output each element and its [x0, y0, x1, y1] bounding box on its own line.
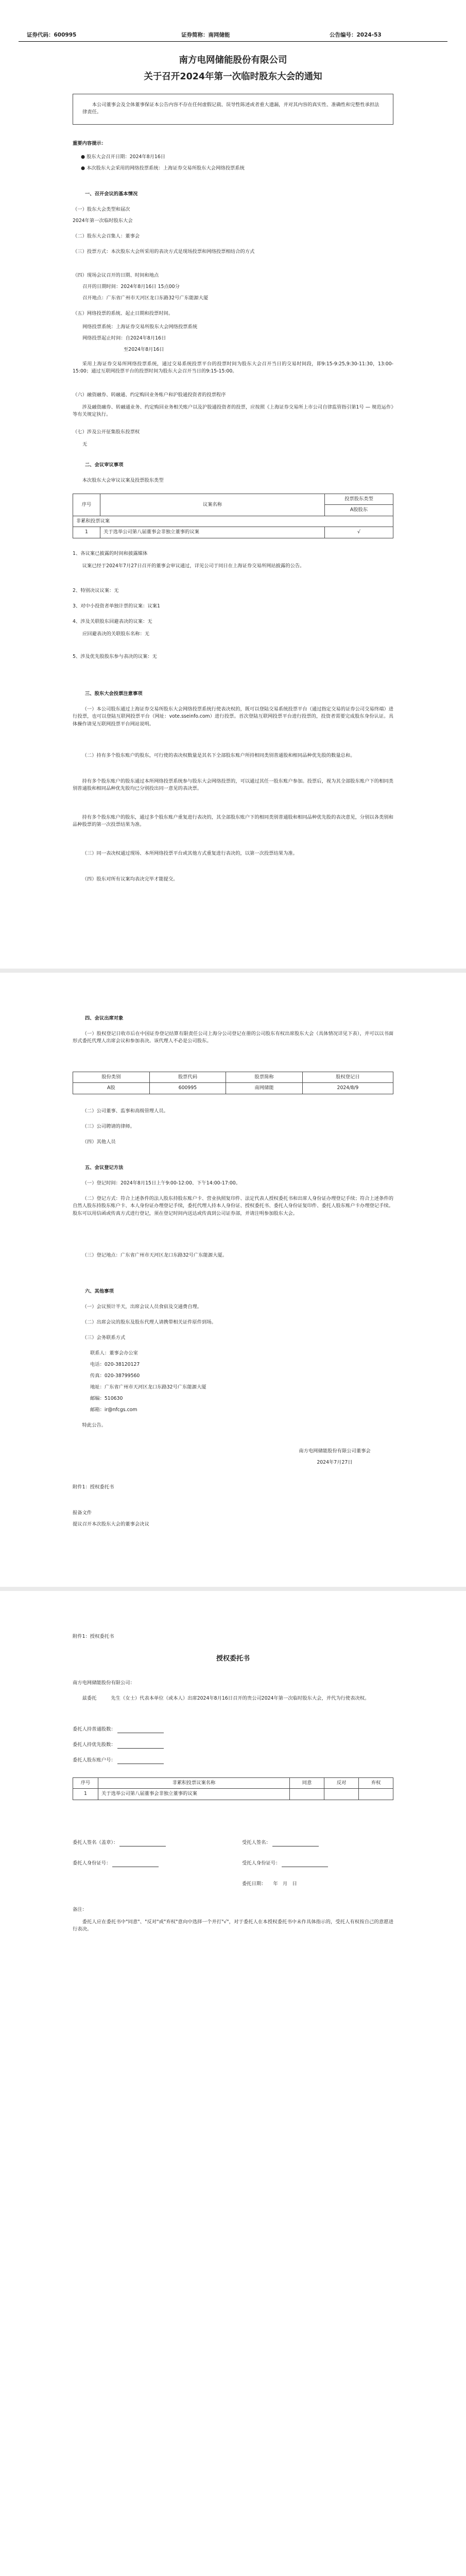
important-heading: 重要内容提示： — [73, 141, 107, 146]
field-label: 委托人身份证号： — [73, 1860, 111, 1866]
meeting-type-value: 2024年第一次临时股东大会 — [73, 218, 133, 224]
proxy-field-preferred — [73, 1741, 393, 1749]
preferred-vote: 5、涉及优先股股东参与表决的议案：无 — [73, 654, 157, 659]
stock-short-name: 证券简称：南网储能 — [181, 32, 230, 38]
section-1-heading: 一、召开会议的基本情况 — [85, 191, 138, 197]
margin-desc: 涉及融资融券、转融通业务、约定购回业务相关账户以及沪股通投资者的投票，应按照《上海证券交易所上市公司自律监管指引第1号 — 规范运作》等有关规定执行。 — [73, 404, 393, 418]
announcement-number: 公告编号：2024-53 — [330, 32, 382, 38]
meeting-datetime: 召开的日期时间：2024年8月16日 15点00分 — [82, 284, 180, 290]
related-avoid: 4、涉及关联股东回避表决的议案：无 — [73, 619, 152, 624]
cell-against[interactable] — [324, 1789, 359, 1800]
other-3: （三）会务联系方式 — [82, 1335, 126, 1341]
cell-no: 1 — [73, 1789, 98, 1800]
vote-note-1: （一）本公司股东通过上海证券交易所股东大会网络投票系统行使表决权的，既可以登陆交易系统投票平台（通过指定交易的证券公司交易终端）进行投票，也可以登陆互联网投票平台（网址：vote.sseinfo.com）进行投票。首次登陆互联网投票平台进行投票的，投资者需要完成股东身份认证。具体操作请见互联网投票平台网站说明。 — [73, 706, 393, 727]
th-no: 序号 — [73, 494, 100, 516]
proxy-recipient: 南方电网储能股份有限公司： — [73, 1680, 135, 1686]
announcement-title: 关于召开2024年第一次临时股东大会的通知 — [144, 72, 322, 82]
special-resolution: 2、特别决议议案：无 — [73, 588, 119, 594]
solicit-value: 无 — [82, 442, 88, 447]
vote-note-2: （二）持有多个股东账户的股东，可行使的表决权数量是其名下全部股东账户所持相同类别普通股和相同品种优先股的数量总和。 — [82, 753, 355, 758]
vote-note-6: （四）股东对所有议案均表决完毕才能提交。 — [82, 876, 178, 882]
page-break — [0, 969, 466, 973]
field-label: 受托人身份证号： — [242, 1860, 281, 1866]
table-row — [73, 1789, 393, 1800]
cell-for[interactable] — [290, 1789, 324, 1800]
registration-place: （三）登记地点：广东省广州市天河区龙口东路32号广东能源大厦。 — [82, 1252, 228, 1258]
proxy-body: 兹委托 先生（女士）代表本单位（或本人）出席2024年8月16日召开的贵公司2024年第一次临时股东大会，并代为行使表决权。 — [82, 1696, 370, 1701]
board-statement-box — [73, 94, 393, 125]
contact-address: 地址：广东省广州市天河区龙口东路32号广东能源大厦 — [90, 1384, 206, 1390]
table-row — [73, 527, 393, 538]
minority-count: 3、对中小投资者单独计票的议案：议案1 — [73, 603, 160, 609]
th-stock-name: 股票简称 — [226, 1072, 303, 1083]
related-names: 应回避表决的关联股东名称：无 — [82, 631, 150, 637]
th-against: 反对 — [324, 1778, 359, 1789]
section-6-heading: 六、其他事项 — [85, 1289, 114, 1294]
proxy-note: 委托人应在委托书中"同意"、"反对"或"弃权"意向中选择一个并打"√"，对于委托人在本授权委托书中未作具体指示的，受托人有权按自己的意愿进行表决。 — [73, 1919, 393, 1933]
registration-method: （二）登记方式：符合上述条件的法人股东持股东账户卡、营业执照复印件、法定代表人授权委托书和出席人身份证办理登记手续；符合上述条件的自然人股东持股东账户卡、本人身份证办理登记手续，委托代理人持本人身份证、授权委托书、委托人身份证复印件、委托人股东账户卡办理登记手续。股东可以用信函或传真方式进行登记，须在登记时间内送达或传真到公司证券部，并请注明参加股东大会。 — [73, 1196, 393, 1216]
blank-line[interactable] — [119, 1840, 166, 1846]
vote-note-3: 持有多个股东账户的股东通过本所网络投票系统参与股东大会网络投票的，可以通过其任一股东账户参加。投票后，视为其全部股东账户下的相同类别普通股和相同品种优先股均已分别投出同一意见的表决票。 — [73, 778, 393, 792]
field-label: 委托人持优先股数： — [73, 1742, 116, 1748]
important-item: ● 本次股东大会采用的网络投票系统：上海证券交易所股东大会网络投票系统 — [81, 165, 245, 171]
section-4-heading: 四、会议出席对象 — [85, 1015, 124, 1021]
page-break — [0, 1587, 466, 1591]
th-no: 序号 — [73, 1778, 98, 1789]
vote-note-5: （三）同一表决权通过现场、本所网络投票平台或其他方式重复进行表决的，以第一次投票结果为准。 — [82, 851, 298, 856]
blank-line[interactable] — [117, 1742, 164, 1749]
proxy-sig-agent — [242, 1839, 393, 1846]
proxy-date: 委托日期： 年 月 日 — [242, 1881, 297, 1887]
cell-mark: √ — [325, 527, 393, 538]
other-2: （二）出席会议的股东及股东代理人请携带相关证件原件到场。 — [82, 1319, 216, 1325]
disclosure-text: 议案已经于2024年7月27日召开的董事会审议通过，详见公司于同日在上海证券交易所网站披露的公告。 — [82, 563, 305, 569]
contact-phone: 电话：020-38120127 — [90, 1362, 140, 1367]
network-start: 网络投票起止时间：自2024年8月16日 — [82, 335, 166, 341]
proxy-attachment-no: 附件1：授权委托书 — [73, 1634, 114, 1639]
vote-note-4: 持有多个股东账户的股东，通过多个股东账户重复进行表决的，其全部股东账户下的相同类别普通股和相同品种优先股的表决意见，分别以各类别和品种股票的第一次投票结果为准。 — [73, 815, 393, 828]
proxy-field-account — [73, 1757, 393, 1764]
stock-code: 证券代码：600995 — [27, 32, 77, 38]
th-name: 议案名称 — [100, 494, 325, 516]
signatory-date: 2024年7月27日 — [317, 1460, 353, 1465]
table-row — [73, 1083, 393, 1094]
header-rule — [19, 41, 447, 42]
important-item: ● 股东大会召开日期：2024年8月16日 — [81, 154, 166, 160]
proxy-vote-table — [73, 1777, 393, 1800]
other-1: （一）会议预计半天，出席会议人员食宿及交通费自理。 — [82, 1304, 202, 1310]
closing-line: 特此公告。 — [82, 1422, 107, 1428]
company-title: 南方电网储能股份有限公司 — [179, 55, 287, 65]
attachment-label: 附件1：授权委托书 — [73, 1484, 114, 1490]
blank-line[interactable] — [117, 1727, 164, 1733]
meeting-type-label: （一）股东大会类型和届次 — [73, 207, 130, 212]
registration-time: （一）登记时间：2024年8月15日上午9:00-12:00、下午14:00-17:00。 — [82, 1180, 241, 1186]
section-2-heading: 二、会议审议事项 — [85, 462, 124, 468]
margin-heading: （六）融资融券、转融通、约定购回业务账户和沪股通投资者的投票程序 — [73, 392, 226, 398]
cell-abstain[interactable] — [359, 1789, 393, 1800]
network-desc: 采用上海证券交易所网络投票系统，通过交易系统投票平台的投票时间为股东大会召开当日的交易时间段，即9:15-9:25,9:30-11:30，13:00-15:00；通过互联网投票平台的投票时间为股东大会召开当日的9:15-15:00。 — [73, 361, 393, 375]
th-for: 同意 — [290, 1778, 324, 1789]
section-3-heading: 三、股东大会投票注意事项 — [85, 691, 143, 697]
agenda-table — [73, 494, 393, 538]
meeting-place: 召开地点：广东省广州市天河区龙口东路32号广东能源大厦 — [82, 295, 209, 301]
board-statement: 本公司董事会及全体董事保证本公告内容不存在任何虚假记载、误导性陈述或者重大遗漏，并对其内容的真实性、准确性和完整性承担法律责任。 — [82, 102, 379, 115]
filing-value: 提议召开本次股东大会的董事会决议 — [73, 1521, 149, 1527]
blank-line[interactable] — [272, 1840, 319, 1846]
filing-label: 报备文件 — [73, 1510, 92, 1516]
record-date-table — [73, 1072, 393, 1094]
cell-no: 1 — [73, 527, 100, 538]
blank-line[interactable] — [112, 1861, 159, 1867]
solicit-heading: （七）涉及公开征集股东投票权 — [73, 429, 140, 435]
th-a-share: A股股东 — [325, 505, 393, 516]
section-5-heading: 五、会议登记方法 — [85, 1165, 124, 1171]
network-end: 至2024年8月16日 — [124, 347, 164, 352]
onsite-heading: （四）现场会议召开的日期、时间和地点 — [73, 273, 159, 278]
proxy-id-agent — [242, 1860, 393, 1867]
network-heading: （五）网络投票的系统、起止日期和投票时间。 — [73, 311, 174, 316]
attendee-directors: （二）公司董事、监事和高级管理人员。 — [82, 1108, 168, 1114]
proxy-field-common — [73, 1726, 393, 1733]
agenda-intro: 本次股东大会审议议案及投票股东类型 — [82, 478, 164, 483]
blank-line[interactable] — [282, 1861, 328, 1867]
disclosure-heading: 1、各议案已披露的时间和披露媒体 — [73, 551, 148, 556]
field-label: 委托人持普通股数： — [73, 1726, 116, 1732]
field-label: 委托人签名（盖章）： — [73, 1840, 118, 1845]
th-abstain: 弃权 — [359, 1778, 393, 1789]
contact-fax: 传真：020-38799560 — [90, 1373, 140, 1379]
cell-stock-name: 南网储能 — [226, 1083, 303, 1094]
th-share-class: 股份类别 — [73, 1072, 150, 1083]
proxy-title: 授权委托书 — [216, 1655, 250, 1663]
attendance-desc: （一）股权登记日收市后在中国证券登记结算有限责任公司上海分公司登记在册的公司股东有权出席股东大会（具体情况详见下表），并可以以书面形式委托代理人出席会议和参加表决。该代理人不必是公司股东。 — [73, 1031, 393, 1044]
cell-share-class: A股 — [73, 1083, 150, 1094]
cell-name: 关于选举公司第八届董事会非独立董事的议案 — [100, 527, 325, 538]
field-label: 委托人股东账户号： — [73, 1757, 116, 1763]
voting-method: （三）投票方式：本次股东大会所采用的表决方式是现场投票和网络投票相结合的方式 — [73, 249, 255, 255]
non-cumulative-row: 非累积投票议案 — [73, 516, 393, 527]
network-system: 网络投票系统：上海证券交易所股东大会网络投票系统 — [82, 324, 198, 330]
th-name: 非累积投票议案名称 — [98, 1778, 290, 1789]
th-type: 投票股东类型 — [325, 494, 393, 505]
th-stock-code: 股票代码 — [149, 1072, 226, 1083]
field-label: 受托人签名： — [242, 1840, 271, 1845]
cell-stock-code: 600995 — [149, 1083, 226, 1094]
proxy-note-label: 备注： — [73, 1907, 87, 1912]
contact-postcode: 邮编：510630 — [90, 1396, 123, 1401]
contact-email: 邮箱：ir@nfcgs.com — [90, 1407, 137, 1413]
blank-line[interactable] — [117, 1758, 164, 1764]
cell-name: 关于选举公司第八届董事会非独立董事的议案 — [98, 1789, 290, 1800]
signatory-company: 南方电网储能股份有限公司董事会 — [299, 1448, 371, 1454]
th-record-date: 股权登记日 — [302, 1072, 393, 1083]
cell-record-date: 2024/8/9 — [302, 1083, 393, 1094]
contact-person: 联系人：董事会办公室 — [90, 1350, 138, 1356]
attendee-lawyers: （三）公司聘请的律师。 — [82, 1124, 135, 1129]
convener: （二）股东大会召集人：董事会 — [73, 233, 140, 239]
attendee-others: （四）其他人员 — [82, 1139, 116, 1145]
